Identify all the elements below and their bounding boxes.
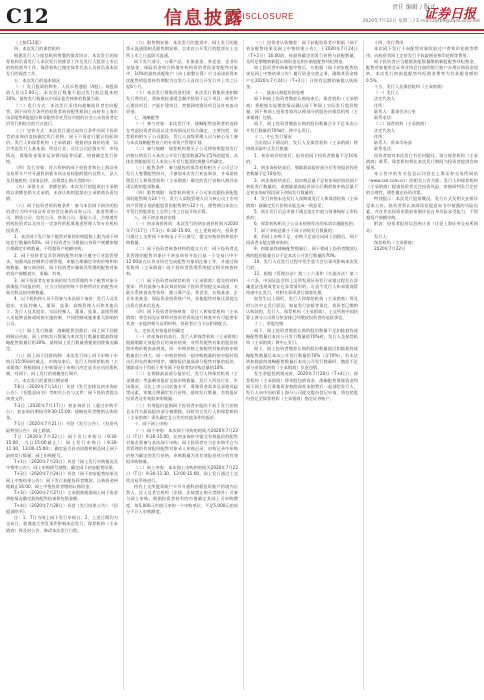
paragraph: 网下、网上投资者缴款认购的股份数量超过扣除最终战略配售数量后本次公开发行数量的70%（含70%），但未达到扣除最终战略配售数量后本次公开发行数量时，缴款不足部分由保荐机构（主承销商）负责包销。: [246, 346, 358, 370]
paragraph: （一）发行股票的种类：人民币普通股（A股）。每股面值人民币1.00元。本次发行数量不超过发行前总股本的30%，最终发行数量以中国证监会核准的数量为准。: [6, 83, 118, 102]
paragraph: 网下、网上投资者缴款认购的股份数量不足扣除最终战略配售数量后本次公开发行数量的70%时，发行人及保荐机构（主承销商）将中止发行。: [246, 327, 358, 345]
header-rule-thin: [0, 33, 484, 34]
paragraph: 注：1、T日为网上网下发行申购日；2、上述日期均为交易日，如遇重大突发事件影响本次发行，保荐机构（主承销商）将及时公告，修改本次发行日程。: [6, 515, 118, 533]
paragraph: （三）有效报价是指网下投资者申报的不低于发行价格且未作为最高报价部分被剔除，同时符合发行人和保荐机构（主承销商）事先确定且公告的其他条件的报价。: [126, 402, 238, 420]
paragraph: T-6日（2020年7月14日）刊登《发行安排及初步询价公告》、《招股意向书》等相关公告与文件；网下投资者提交核查文件。: [6, 383, 118, 402]
paragraph: 六、本次发行的重要日期安排: [14, 377, 69, 383]
paragraph: 3、网下投资者在初步询价时为其管理的多个配售对象分别填报不同报价的，应当分别说明每个价格所对应的配售对象名称及拟申购数量。: [6, 277, 118, 295]
paragraph: （二）网下投资者核查材料的提交方式：网下投资者及其管理的配售对象应于初步询价开始日前一个交易日中午12:00前在证券业协会完成配售对象的注册工作，并通过保荐机构（主承销商）网下投资者管理系统提交相关核查材料。: [126, 246, 238, 277]
paragraph: （三）网下投资者向保荐机构（主承销商）提交的材料要求：所有拟参与本次询价的网下投资者须提交承诺函、关联关系核查表等资料；除公募产品、养老金、社保基金、企业年金基金、保险资金投资账户外，其他配售对象还需提交出资方基本信息表。: [126, 277, 238, 308]
paragraph: 联系人：资本市场部: [374, 140, 412, 145]
paragraph: 法定代表人：: [374, 96, 452, 102]
paragraph: 3、初步询价结束后，拟申购总量不足初步询价阶段网下初始发行数量的，或剔除最高报价部分后剩余拟申购总量不足初步询价阶段网下初始发行数量的；: [246, 177, 358, 195]
paragraph: T-3日（2020年7月17日）初步询价日（通过申购平台），初步询价期间为9:30-15:00；战略投资者缴纳认购资金。: [6, 402, 118, 420]
paragraph: 法定代表人：: [374, 127, 452, 133]
paragraph: （四）发行对象：符合资格的网下投资者和在上海证券交易所开户并开通科创板市场交易权限的境内自然人、法人及其他机构（国家法律、法规禁止购买者除外）。: [6, 165, 118, 183]
paragraph: 1、本次网下发行每个配售对象的申购股数上限为网下初始发行数量的50%，网下投资者应当根据自身资产规模审慎合理确定申购数量，不得超资产规模申购。: [6, 233, 118, 252]
paragraph: 发行人：: [374, 233, 391, 239]
paragraph: T+4日（2020年7月28日）刊登《发行结果公告》、《招股说明书》。: [6, 502, 118, 514]
paragraph: （一）初步询价结束后，发行人和保荐机构（主承销商）根据剔除无效报价后的询价结果，对所有配售对象的报价按照申购价格由高到低、同一申购价格上按配售对象的拟申购数量由小到大、同一申购价格同一拟申购数量的按申报时间由后到先的顺序排序，剔除报价最高部分配售对象的报价，剔除部分不得低于所有网下投资者拟申购总量的10%。: [126, 333, 238, 370]
paragraph: 特别提示：本次发行股票概况、发行方式及相关安排详见本公告。投资者须认真阅读招股意向书中披露的风险因素，并在作出投资决策前审慎评估自身风险承受能力，不得超资产规模申购。: [366, 196, 478, 220]
section-title: 信息披露: [164, 8, 244, 29]
paragraph: （上接C11版）: [14, 40, 44, 45]
paragraph: 如发生以上情形，发行人和保荐机构（主承销商）将及时公告中止发行原因、恢复发行安排等事宜。投资者已缴纳认购款的，发行人、保荐机构（主承销商）、上交所和中国结算上海分公司将尽快安排已经缴款投资者的退款事宜。: [246, 296, 358, 320]
paragraph: 五、本次发行的基本情况: [14, 77, 61, 83]
page-header: [0, 0, 484, 30]
paragraph: （二）网上申购：本次网上申购的时间为2020年7月22日（T日）9:30-11:30、13:00-15:00。网上发行通过上交所交易系统进行。: [126, 465, 238, 483]
page-number: C12: [6, 4, 49, 28]
paragraph: （八）网上网下回拨机制：本次发行网上网下申购于申购日15:00同时截止。申购结束后，发行人和保荐机构（主承销商）将根据网上申购情况于申购日决定是否启动回拨机制，对网下、网上发行的规模进行调节。: [6, 352, 118, 377]
paragraph: 十三、余股包销: [254, 321, 284, 327]
paragraph: 九、定价及有效报价的确定: [134, 327, 185, 333]
paragraph: 网下、网上投资者缴款认购的股份数量合计不足本次公开发行数量的70%时，将中止发行。: [246, 121, 358, 133]
paragraph: （三）配售条件：参与跟投的保荐机构相关子公司已与发行人签署配售协议，不参加本次发行初步询价，并承诺按照发行人和保荐机构（主承销商）确定的发行价格认购其承诺认购的股票数量。: [126, 165, 238, 189]
paragraph: 住所：: [374, 133, 452, 139]
paragraph: 6、保荐机构相关子公司未按照作出的承诺实施跟投的；: [254, 221, 358, 227]
paragraph: 本公告中的有关信息以刊登在上海证券交易所网站（www.sse.com.cn）的相关公告为准。发行人和保荐机构（主承销商）提请投资者关注投资风险，审慎研判发行定价的合理性，理性做出投资决策。: [366, 171, 478, 195]
paragraph: （七）网上发行数量：战略配售回拨后、网上网下回拨机制启动前，网上初始发行数量为本次发行数量扣除最终战略配售数量后的30%。最终网上发行数量将根据回拨情况确定。: [6, 327, 118, 352]
paragraph: （三）定价方式：本次发行通过向符合条件的网下投资者初步询价直接确定发行价格，网下不再进行累计投标询价。发行人和保荐机构（主承销商）根据初步询价结果，综合考虑发行人基本面、所处行业、可比公司估值水平、市场情况、募集资金需求及承销风险等因素，协商确定发行价格。: [6, 127, 118, 164]
paragraph: 保荐机构（主承销商）：: [374, 240, 418, 245]
paragraph: 网上投资者申购新股中签后，应根据《网下初步配售结果及网上中签结果公告》履行资金交收义务，确保其资金账户在2020年7月24日（T+2日）日终有足额的新股认购资金。: [246, 65, 358, 89]
paragraph: 8、若网上申购不足，申购不足部分向网下回拨后，网下投资者未能足额申购的；: [246, 233, 358, 245]
article-body: [6, 40, 480, 690]
paragraph: （二）发行方式：本次发行采用向战略投资者定向配售、网下向符合条件的投资者询价配售和网上向持有上海市场非限售A股股份和非限售存托凭证市值的社会公众投资者定价发行相结合的方式进行。: [6, 102, 118, 127]
paragraph: 联系电话：: [374, 115, 452, 120]
paragraph: 十一、放弃认购股份的处理: [254, 90, 305, 95]
paragraph: 七、战略配售: [134, 115, 160, 120]
paragraph: （九）限售期安排：本次发行的股票中，网上发行的股票无流通限制及限售期安排，自本次公开发行的股票在上交所上市之日起即可流通。: [126, 40, 238, 58]
paragraph: 十二、中止发行情况: [254, 133, 292, 139]
text-column-4: [366, 40, 478, 690]
paragraph: 联系人：董事会办公室: [374, 108, 416, 114]
paragraph: 八、网下初步询价安排: [134, 215, 176, 220]
paragraph: T+1日（2020年7月23日）刊登《网上发行申购情况及中签率公告》；网上申购摇号抽签；确定网下初步配售结果。: [6, 458, 118, 470]
paragraph: 本次网下发行不向配售对象收取过户费和印花税等费用。向投资者网上定价发行不收取佣金和印花税等费用。: [366, 46, 478, 58]
editor-meta: 责任 编辑 / 版式: [392, 4, 436, 11]
paragraph: （五）承销方式：余额包销。本次发行的股票由主承销商以余额包销方式承销，未获认购的股票由主承销商负责包销。: [6, 183, 118, 202]
paragraph: 十四、发行费用: [374, 40, 404, 45]
paragraph: （二）在剔除最高部分报价后，发行人和保荐机构（主承销商）考虑剩余报价及拟申购数量、发行人所处行业、市场情况、可比上市公司估值水平、募集资金需求及承销风险等因素，审慎合理确定发行价格、最终发行数量、有效报价投资者及有效拟申购数量。: [126, 371, 238, 402]
paragraph: 网下和网上投资者缴款认购结束后，保荐机构（主承销商）将根据实际缴款情况确认网下和网上实际发行股份数量。网下和网上投资者放弃认购部分的股份由保荐机构（主承销商）包销。: [246, 96, 358, 120]
paragraph: 根据发行人与保荐机构签署的保荐协议，本次发行的保荐机构负责发行人本次发行的推荐工作及发行人股票上市后的持续督导工作。保荐机构已指定保荐代表人具体负责本次发行的保荐工作。: [6, 52, 118, 77]
paragraph: 当出现以下情况时，发行人及保荐机构（主承销商）将协商采取中止发行措施：: [246, 140, 358, 152]
paragraph: （二）参与规模：保荐机构相关子公司将按照股票发行价格认购发行人本次公开发行股票数量2%至5%的股票，具体比例根据发行人本次公开发行股票的规模分档确定。: [126, 146, 238, 164]
paragraph: 联系电话：: [374, 146, 452, 152]
paragraph: T-1日（2020年7月21日）刊登《发行公告》、《投资风险特别公告》；网上路演。: [6, 421, 118, 433]
paragraph: 发生余股包销情况时，2020年7月28日（T+4日），保荐机构（主承销商）将余股包销资金、战略配售募集资金和网下网上发行募集资金扣除保荐承销费后一起划给发行人，发行人向中国结算上海分公司提交股份登记申请，将包销股份登记至保荐机构（主承销商）指定证券账户。: [246, 371, 358, 402]
paragraph: T+3日（2020年7月27日）主承销商根据网上网下资金到账情况确定最终配售结果和包销金额。: [6, 490, 118, 502]
paragraph: 2、初步询价结束后，剔除最高报价部分后有效报价投资者数量不足10家的；: [246, 165, 358, 177]
paragraph: （四）网下投资者资格核查：发行人和保荐机构（主承销商）将会同见证律师对投资者资质进行核查并有可能要求其进一步提供相关证明材料，投资者应当予以积极配合。: [126, 308, 238, 327]
paragraph: 7、网下申购总量小于网下初始发行数量的；: [254, 227, 337, 233]
paragraph: 四、本次发行的保荐机构: [14, 46, 61, 52]
paragraph: T日（2020年7月22日）网下发行申购日（9:30-15:00，当日15:00截止）；网上发行申购日（9:30-11:30，13:00-15:00）；确定是否启动回拨机制及网上网下最终发行数量；网上申购配号。: [6, 433, 118, 458]
text-column-1: [6, 40, 118, 690]
text-column-2: [126, 40, 238, 690]
paragraph: 投资者如对本次发行有任何疑问，请与保荐机构（主承销商）联系，保荐机构将在本次发行期间为投资者提供咨询服务。: [366, 152, 478, 170]
paragraph: 2020年7月22日: [374, 246, 406, 252]
paragraph: 11、根据《管理办法》第三十六条和《实施办法》第二十六条，中国证监会和上交所发现证券发行承销过程存在涉嫌违法违规或者存在异常情形的，可责令发行人和承销商暂停或中止发行，对相关事项进行调查处理。: [246, 271, 358, 295]
paragraph: （一）参与对象：本次发行中，战略配售投资者的选择在考虑投资者资质以及市场情况后综合确定，主要包括：保荐机构相关子公司跟投、发行人高级管理人员与核心员工参与本次战略配售设立的专项资产管理计划。: [126, 121, 238, 145]
date-line: 2020年7月22日 星期三 / E-mail:zqrb9@zqrb.sina.net: [362, 19, 480, 24]
text-column-3: [246, 40, 358, 690]
paragraph: （四）限售期限：保荐机构相关子公司本次跟投获配股票的限售期为24个月，发行人高级管理人员与核心员工专项资产管理计划获配股票的限售期为12个月。限售期自本次公开发行的股票在上交所上市之日起开始计算。: [126, 190, 238, 214]
paragraph: 4、发行价格未达发行人预期或发行人和保荐机构（主承销商）就确定发行价格未能达成一致意见；: [246, 196, 358, 208]
paragraph: 住所：: [374, 102, 452, 108]
paragraph: 4、以下机构和人员不得参与本次网下询价：发行人及其股东、实际控制人、董事、监事、高级管理人员和其他员工；发行人及其股东、实际控制人、董事、监事、高级管理人员能够直接或间接实施控制、共同控制或施加重大影响的公司。: [6, 296, 118, 327]
newspaper-logo: 证券日报: [424, 7, 477, 22]
paragraph: （六）网下投资者的资格条件：参与本次网下询价的投资者应为经中国证券业协会注册的证券公司、基金管理公司、期货公司、信托公司、财务公司、保险公司、合格境外机构投资者以及符合一定条件的私募基金管理人等专业机构投资者。: [6, 202, 118, 233]
paragraph: 网下投资者应当根据获配数量缴纳新股配售经纪佣金，配售对象使用在证券业协会注册的银行账户办理认购资金划转。本次发行的新股配售经纪佣金费率为其获配金额的0.5%。: [366, 58, 478, 83]
paragraph: 2、网下投资者及其管理的配售对象应遵守行业监管要求，加强风险控制和合规管理，审慎合理确定申购价格和申购数量。参与询价时，网下投资者应确保其管理的配售对象的资产规模真实、准确、有效。: [6, 252, 118, 277]
paragraph: 1、初步询价结束后，报价的网下投资者数量不足10家的；: [246, 152, 358, 164]
paragraph: 持有上交所股票账户卡并开通科创板投资账户的境内自然人、法人及其它机构（法律、法规禁止购买者除外）可参与网上申购。根据投资者持有的市值确定其网上可申购额度，每5,000元市值可申购一个申购单位，不足5,000元的部分不计入申购额度。: [126, 483, 238, 514]
paragraph: T+2日（2020年7月24日）刊登《网下初步配售结果及网上中签结果公告》；网下发行获配投资者缴款，认购资金到账截止16:00；网上中签投资者缴纳认购资金。: [6, 471, 118, 489]
paragraph: （一）发行人: [374, 90, 400, 95]
paragraph: （三）投资者认购缴款：网下获配投资者应根据《网下初步配售结果及网上中签结果公告》，于2020年7月24日（T+2日）16:00前，按最终确定的发行价格与获配数量，及时足额缴纳新股认购资金及相应新股配售经纪佣金。: [246, 40, 358, 64]
paragraph: （十）本次发行募集资金用途：本次发行募集资金扣除发行费用后，将按照轻重缓急顺序投资于以下项目：研发中心建设项目、产能扩建项目、营销网络建设项目及补充流动资金。: [126, 90, 238, 114]
section-subtitle: DISCLOSURE: [236, 12, 295, 21]
paragraph: 10、发行人在发行过程中发生重大会后事项影响本次发行的；: [246, 258, 358, 270]
paragraph: （二）保荐机构（主承销商）: [374, 121, 429, 127]
paragraph: 网下发行部分，公募产品、社保基金、养老金、企业年金基金、保险资金和合格境外机构投资者资金等配售对象中，10%的最终获配账户（向上取整计算）应当承诺获得本次配售的股票持有期限为自发行人首次公开发行并上市之日起6个月。: [126, 58, 238, 89]
paragraph: （一）网下申购：本次网下申购的时间为2020年7月22日（T日）9:30-15:00。在初步询价中提交有效报价的配售对象必须参与本次网下申购。网下投资者应当在申购平台为其管理的有效报价配售对象录入申购记录，申购记录中申购价格为确定的发行价格，申购数量为其有效报价对应的有效拟申购数量。: [126, 427, 238, 464]
paragraph: 十、网下网上申购: [134, 421, 168, 427]
paragraph: 十五、发行人及保荐机构（主承销商）: [374, 83, 446, 89]
paragraph: 9、扣除最终战略配售数量后，网下和网上投资者缴款认购的股份数量合计不足本次公开发行数量的70%；: [246, 246, 358, 258]
paragraph: 5、预计发行后总市值不满足选定市值与财务指标上市标准的；: [246, 208, 358, 220]
paragraph: 附表：投资者报价信息统计表（详见上海证券交易所网站）: [366, 221, 478, 233]
header-rule-thick: [0, 29, 484, 31]
paragraph: （一）初步询价时间：本次发行的初步询价时间为2020年7月17日（T-3日）9:30-15:00。在上述时间内，投资者可通过上交所网下申购电子平台填写、提交申购价格和拟申购数量。: [126, 221, 238, 245]
